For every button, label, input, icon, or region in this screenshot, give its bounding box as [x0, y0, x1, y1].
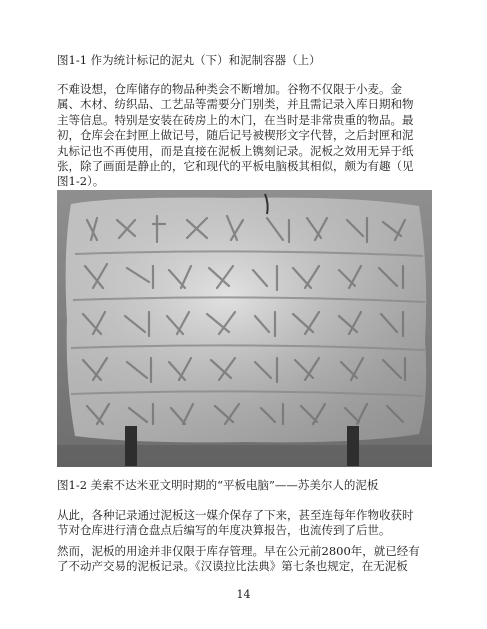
paragraph-storage-records: [57, 82, 433, 190]
paragraph-line: 丸标记也不再使用，而是直接在泥板上镌刻记录。泥板之效用无异于纸: [57, 143, 414, 158]
sumerian-clay-tablet-photo: [57, 190, 432, 467]
paragraph-line: 属、木材、纺织品、工艺品等需要分门别类，并且需记录入库日期和物: [57, 97, 414, 112]
paragraph-line: 图1-2）。: [57, 174, 105, 189]
figure-1-2-caption: 图1-2 美索不达米亚文明时期的“平板电脑”——苏美尔人的泥板: [57, 478, 379, 492]
paragraph-annual-reports: [57, 508, 433, 539]
paragraph-line: 了不动产交易的泥板记录。《汉谟拉比法典》第七条也规定，在无泥板: [57, 559, 408, 574]
paragraph-line: 主等信息。特别是安装在砖房上的木门，在当时是非常贵重的物品。最: [57, 112, 414, 127]
stand-leg-right: [347, 426, 359, 466]
stand-leg-left: [125, 426, 137, 466]
figure-1-1-caption: 图1-1 作为统计标记的泥丸（下）和泥制容器（上）: [57, 53, 321, 67]
paragraph-line: 张，除了画面是静止的，它和现代的平板电脑极其相似，颇为有趣（见: [57, 159, 414, 174]
paragraph-line: 节对仓库进行清仓盘点后编写的年度决算报告，也流传到了后世。: [57, 523, 391, 538]
paragraph-line: 然而，泥板的用途并非仅限于库存管理。早在公元前2800年，就已经有: [57, 544, 420, 558]
paragraph-real-estate: [57, 544, 433, 575]
paragraph-line: 从此，各种记录通过泥板这一媒介保存了下来，甚至连每年作物收获时: [57, 508, 414, 522]
paragraph-line: 初，仓库会在封匣上做记号，随后记号被楔形文字代替，之后封匣和泥: [57, 128, 414, 143]
paragraph-line: 不难设想，仓库储存的物品种类会不断增加。谷物不仅限于小麦。金: [57, 82, 402, 96]
clay-tablet-image: [57, 190, 432, 467]
page-number: 14: [236, 588, 251, 601]
